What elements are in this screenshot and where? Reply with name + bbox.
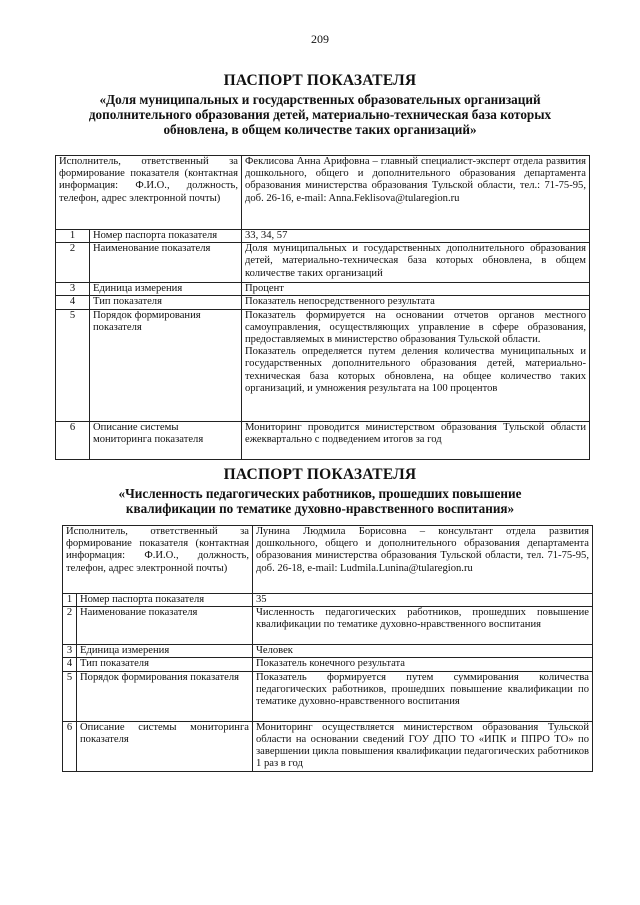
row-value-part-2: Показатель определяется путем деления количества муниципальных и государственных дополнительного образования детей, материально-техническая база которых обновлена, на общее количество таких организаций, и умножения результата на 100 процентов	[245, 346, 586, 394]
row-value-part-1: Показатель формируется на основании отчетов органов местного самоуправления, осуществляющих управление в сфере образования, предоставляемых в министерство образования Тульской области.	[245, 309, 586, 346]
table-row	[56, 156, 590, 230]
row-value: Мониторинг осуществляется министерством образования Тульской области на основании сведений ГОУ ДПО ТО «ИПК и ППРО ТО» по завершении цикла повышения квалификации педагогических работников 1 раз в год	[253, 721, 593, 771]
row-number: 1	[63, 594, 77, 607]
row-label: Наименование показателя	[77, 607, 253, 645]
passport-2-title: ПАСПОРТ ПОКАЗАТЕЛЯ	[223, 466, 417, 483]
table-row	[63, 671, 593, 721]
table-row	[56, 243, 590, 283]
row-number: 4	[63, 658, 77, 671]
row-label: Тип показателя	[90, 296, 242, 309]
row-value: Численность педагогических работников, прошедших повышение квалификации по тематике духовно-нравственного воспитания	[253, 607, 593, 645]
row-value: Человек	[253, 645, 593, 658]
row-label: Тип показателя	[77, 658, 253, 671]
row-label: Описание системы мониторинга показателя	[90, 421, 242, 459]
row-label: Порядок формирования показателя	[90, 309, 242, 421]
passport-2-subtitle: «Численность педагогических работников, прошедших повышение квалификации по тематике духовно-нравственного воспитания»	[118, 486, 522, 516]
row-label: Единица измерения	[90, 283, 242, 296]
executor-label: Исполнитель, ответственный за формирование показателя (контактная информация: Ф.И.О., должность, телефон, адрес электронной почты)	[56, 156, 242, 230]
row-number: 3	[63, 645, 77, 658]
table-row	[56, 283, 590, 296]
table-row	[56, 230, 590, 243]
table-row	[63, 594, 593, 607]
row-number: 2	[56, 243, 90, 283]
table-row	[63, 658, 593, 671]
passport-2-table	[62, 525, 593, 772]
row-value: Процент	[242, 283, 590, 296]
passport-1-subtitle: «Доля муниципальных и государственных образовательных организаций дополнительного образования детей, материально-техническая база которых обновлена, в общем количестве таких организаций»	[88, 92, 552, 137]
row-value: Показатель непосредственного результата	[242, 296, 590, 309]
row-label: Номер паспорта показателя	[77, 594, 253, 607]
executor-label: Исполнитель, ответственный за формирование показателя (контактная информация: Ф.И.О., должность, телефон, адрес электронной почты)	[63, 526, 253, 594]
page-number: 209	[311, 32, 329, 46]
executor-value: Лунина Людмила Борисовна – консультант отдела развития дошкольного, общего и дополнительного образования департамента образования министерства образования Тульской области, тел. 71-75-95, доб. 26-18, e-mail: Ludmila.Lunina@tularegion.ru	[253, 526, 593, 594]
passport-1-header	[0, 72, 640, 137]
passport-2-header	[0, 466, 640, 516]
row-label: Описание системы мониторинга показателя	[77, 721, 253, 771]
row-label: Номер паспорта показателя	[90, 230, 242, 243]
executor-value: Феклисова Анна Арифовна – главный специалист-эксперт отдела развития дошкольного, общего и дополнительного образования департамента образования министерства образования Тульской области, тел.: 71-75-95, доб. 26-16, e-mail: Anna.Feklisova@tularegion.ru	[242, 156, 590, 230]
table-row	[63, 526, 593, 594]
table-row	[63, 607, 593, 645]
row-label: Единица измерения	[77, 645, 253, 658]
row-label: Наименование показателя	[90, 243, 242, 283]
row-number: 3	[56, 283, 90, 296]
table-row	[63, 645, 593, 658]
table-row	[56, 296, 590, 309]
row-label: Порядок формирования показателя	[77, 671, 253, 721]
row-value: 33, 34, 57	[242, 230, 590, 243]
row-number: 4	[56, 296, 90, 309]
row-value	[242, 309, 590, 421]
row-number: 6	[56, 421, 90, 459]
row-value: Доля муниципальных и государственных дополнительного образования детей, материально-техническая база которых обновлена, в общем количестве таких организаций	[242, 243, 590, 283]
row-value: 35	[253, 594, 593, 607]
table-row	[63, 721, 593, 771]
row-value: Мониторинг проводится министерством образования Тульской области ежеквартально с подведением итогов за год	[242, 421, 590, 459]
table-row	[56, 309, 590, 421]
row-number: 2	[63, 607, 77, 645]
passport-1-title: ПАСПОРТ ПОКАЗАТЕЛЯ	[223, 72, 417, 89]
row-number: 1	[56, 230, 90, 243]
row-value: Показатель конечного результата	[253, 658, 593, 671]
row-number: 5	[63, 671, 77, 721]
table-row	[56, 421, 590, 459]
row-number: 6	[63, 721, 77, 771]
row-value: Показатель формируется путем суммирования количества педагогических работников, прошедших повышение квалификации по тематике духовно-нравственного воспитания	[253, 671, 593, 721]
row-number: 5	[56, 309, 90, 421]
passport-1-table	[55, 155, 590, 460]
